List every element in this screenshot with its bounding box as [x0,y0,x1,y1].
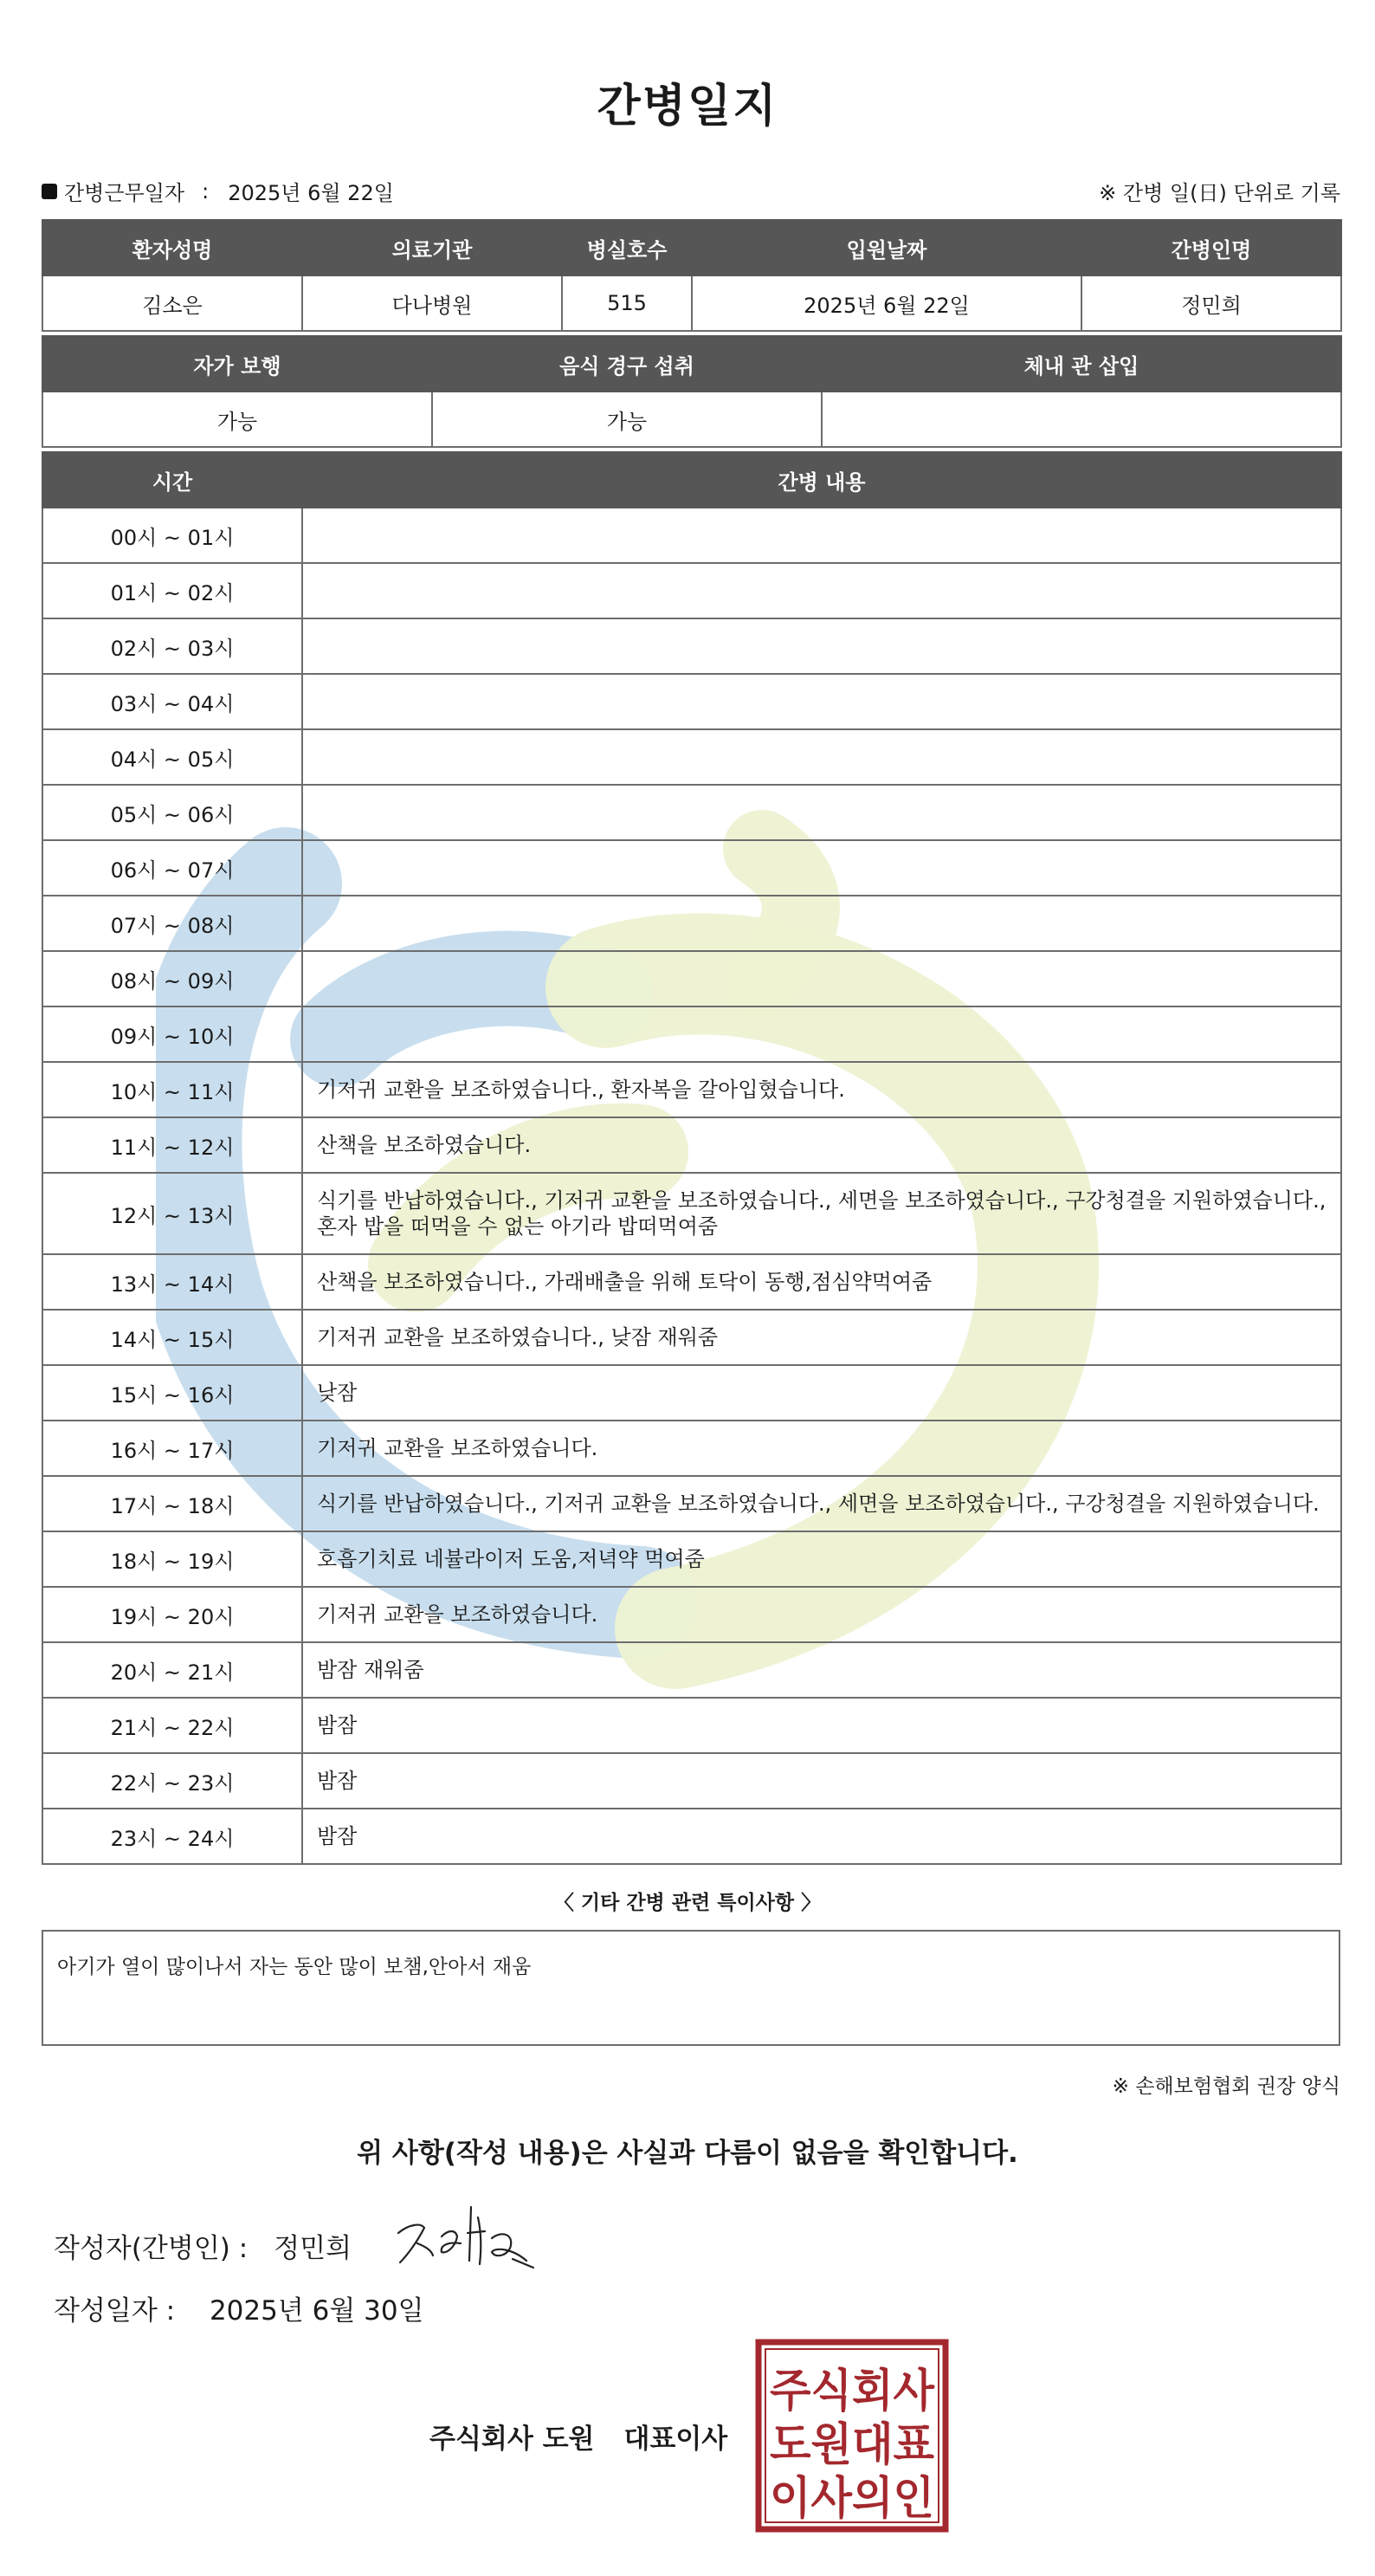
written-date-value: 2025년 6월 30일 [209,2295,424,2327]
care-row-content: 기저귀 교환을 보조하였습니다. [302,1587,1341,1642]
company-role: 대표이사 [623,2424,728,2455]
header-patient-name: 환자성명 [42,220,302,275]
care-row-time: 19시 ~ 20시 [42,1587,302,1642]
recommend-note: ※ 손해보험협회 권장 양식 [1112,2075,1340,2098]
square-bullet-icon [42,184,57,199]
care-row-content [302,508,1341,563]
header-admission-date: 입원날짜 [692,220,1081,275]
care-row [42,1587,1341,1642]
care-row [42,1421,1341,1476]
self-walking-value: 가능 [42,392,432,447]
care-row-time: 07시 ~ 08시 [42,896,302,951]
special-notes-text: 아기가 열이 많이나서 자는 동안 많이 보챔,안아서 재움 [57,1956,532,1978]
patient-value-row [42,275,1341,331]
page-title: 간병일지 [597,81,778,133]
care-row [42,1642,1341,1698]
care-row-time: 13시 ~ 14시 [42,1254,302,1310]
header-tube-insertion: 체내 관 삽입 [822,336,1341,392]
care-row-time: 14시 ~ 15시 [42,1310,302,1365]
header-room: 병실호수 [562,220,692,275]
care-row [42,729,1341,785]
care-row-time: 06시 ~ 07시 [42,840,302,896]
care-row-time: 23시 ~ 24시 [42,1809,302,1864]
hospital-name: 다나병원 [302,275,562,331]
care-row-time: 05시 ~ 06시 [42,785,302,840]
care-row-content: 기저귀 교환을 보조하였습니다., 환자복을 갈아입혔습니다. [302,1062,1341,1117]
care-row-content [302,896,1341,951]
care-row-content [302,785,1341,840]
care-row-time: 04시 ~ 05시 [42,729,302,785]
care-row-time: 00시 ~ 01시 [42,508,302,563]
patient-name: 김소은 [42,275,302,331]
care-row [42,618,1341,674]
care-row-content: 산책을 보조하였습니다., 가래배출을 위해 토닥이 동행,점심약먹여줌 [302,1254,1341,1310]
care-row [42,1173,1341,1254]
care-row-content: 식기를 반납하였습니다., 기저귀 교환을 보조하였습니다., 세면을 보조하였습니다., 구강청결을 지원하였습니다., 혼자 밥을 떠먹을 수 없는 아기라 밥떠먹여줌 [302,1173,1341,1254]
room-number: 515 [562,275,692,331]
care-row-content [302,729,1341,785]
oral-intake-value: 가능 [432,392,822,447]
company-line [429,2417,727,2456]
care-row [42,1117,1341,1173]
care-row-time: 03시 ~ 04시 [42,674,302,729]
care-row-content: 산책을 보조하였습니다. [302,1117,1341,1173]
care-row-time: 20시 ~ 21시 [42,1642,302,1698]
care-row-content [302,951,1341,1006]
care-row-time: 10시 ~ 11시 [42,1062,302,1117]
care-row-time: 01시 ~ 02시 [42,563,302,618]
care-row [42,1310,1341,1365]
care-row-time: 09시 ~ 10시 [42,1006,302,1062]
care-row [42,674,1341,729]
company-name: 주식회사 도원 [429,2424,595,2455]
care-content-table [42,451,1342,1865]
patient-header-row [42,220,1341,275]
care-row-content [302,563,1341,618]
care-row-time: 16시 ~ 17시 [42,1421,302,1476]
care-row-content [302,618,1341,674]
header-hospital: 의료기관 [302,220,562,275]
care-row [42,1254,1341,1310]
care-row-content: 호흡기치료 네뷸라이저 도움,저녁약 먹여줌 [302,1531,1341,1587]
special-notes-box [42,1930,1340,2046]
patient-status-table [42,335,1342,448]
signature-icon [391,2198,539,2276]
care-rows [42,508,1341,1864]
status-value-row [42,392,1341,447]
header-time: 시간 [42,452,302,508]
work-date-colon: : [202,178,210,204]
care-row-time: 18시 ~ 19시 [42,1531,302,1587]
care-row [42,1062,1341,1117]
care-row-time: 21시 ~ 22시 [42,1698,302,1753]
work-date-info [42,176,394,206]
care-row [42,1698,1341,1753]
care-row-content [302,674,1341,729]
writer-label: 작성자(간병인) : [54,2233,249,2264]
writer-line [54,2226,352,2265]
care-row-time: 15시 ~ 16시 [42,1365,302,1421]
seal-line-3: 이사의인 [770,2473,934,2525]
unit-note: ※ 간병 일(日) 단위로 기록 [1099,181,1340,205]
writer-name: 정민희 [274,2233,352,2264]
header-care-content: 간병 내용 [302,452,1341,508]
care-row [42,951,1341,1006]
written-date-label: 작성일자 : [54,2295,176,2327]
care-row-time: 22시 ~ 23시 [42,1753,302,1809]
meta-row [42,176,1340,205]
seal-line-1: 주식회사 [770,2366,935,2417]
care-row-time: 02시 ~ 03시 [42,618,302,674]
care-row-time: 08시 ~ 09시 [42,951,302,1006]
care-row-content: 밤잠 [302,1809,1341,1864]
care-row-content: 밤잠 [302,1698,1341,1753]
care-row [42,1531,1341,1587]
care-row [42,1476,1341,1531]
care-header-row [42,452,1341,508]
care-row [42,785,1341,840]
care-row-content: 기저귀 교환을 보조하였습니다., 낮잠 재워줌 [302,1310,1341,1365]
care-row-content: 식기를 반납하였습니다., 기저귀 교환을 보조하였습니다., 세면을 보조하였습니다., 구강청결을 지원하였습니다. [302,1476,1341,1531]
patient-info-table [42,219,1342,332]
care-row [42,840,1341,896]
care-row-time: 11시 ~ 12시 [42,1117,302,1173]
care-row-content: 기저귀 교환을 보조하였습니다. [302,1421,1341,1476]
care-row [42,508,1341,563]
header-oral-intake: 음식 경구 섭취 [432,336,822,392]
care-row-time: 17시 ~ 18시 [42,1476,302,1531]
special-notes-title: 〈 기타 간병 관련 특이사항 〉 [553,1892,822,1914]
care-row [42,1809,1341,1864]
care-row [42,896,1341,951]
care-row [42,1753,1341,1809]
company-seal-icon [755,2339,949,2533]
care-row [42,563,1341,618]
care-row [42,1365,1341,1421]
header-caregiver-name: 간병인명 [1081,220,1341,275]
confirmation-statement: 위 사항(작성 내용)은 사실과 다름이 없음을 확인합니다. [357,2138,1018,2169]
seal-line-2: 도원대표 [770,2419,934,2471]
care-row-time: 12시 ~ 13시 [42,1173,302,1254]
care-row-content: 밤잠 [302,1753,1341,1809]
work-date-label: 간병근무일자 [64,181,185,205]
care-row [42,1006,1341,1062]
care-row-content: 낮잠 [302,1365,1341,1421]
admission-date: 2025년 6월 22일 [692,275,1081,331]
care-row-content [302,1006,1341,1062]
care-row-content [302,840,1341,896]
caregiver-name: 정민희 [1081,275,1341,331]
work-date-value: 2025년 6월 22일 [228,181,394,205]
written-date-line [54,2288,424,2327]
status-header-row [42,336,1341,392]
tube-insertion-value [822,392,1341,447]
care-row-content: 밤잠 재워줌 [302,1642,1341,1698]
header-self-walking: 자가 보행 [42,336,432,392]
